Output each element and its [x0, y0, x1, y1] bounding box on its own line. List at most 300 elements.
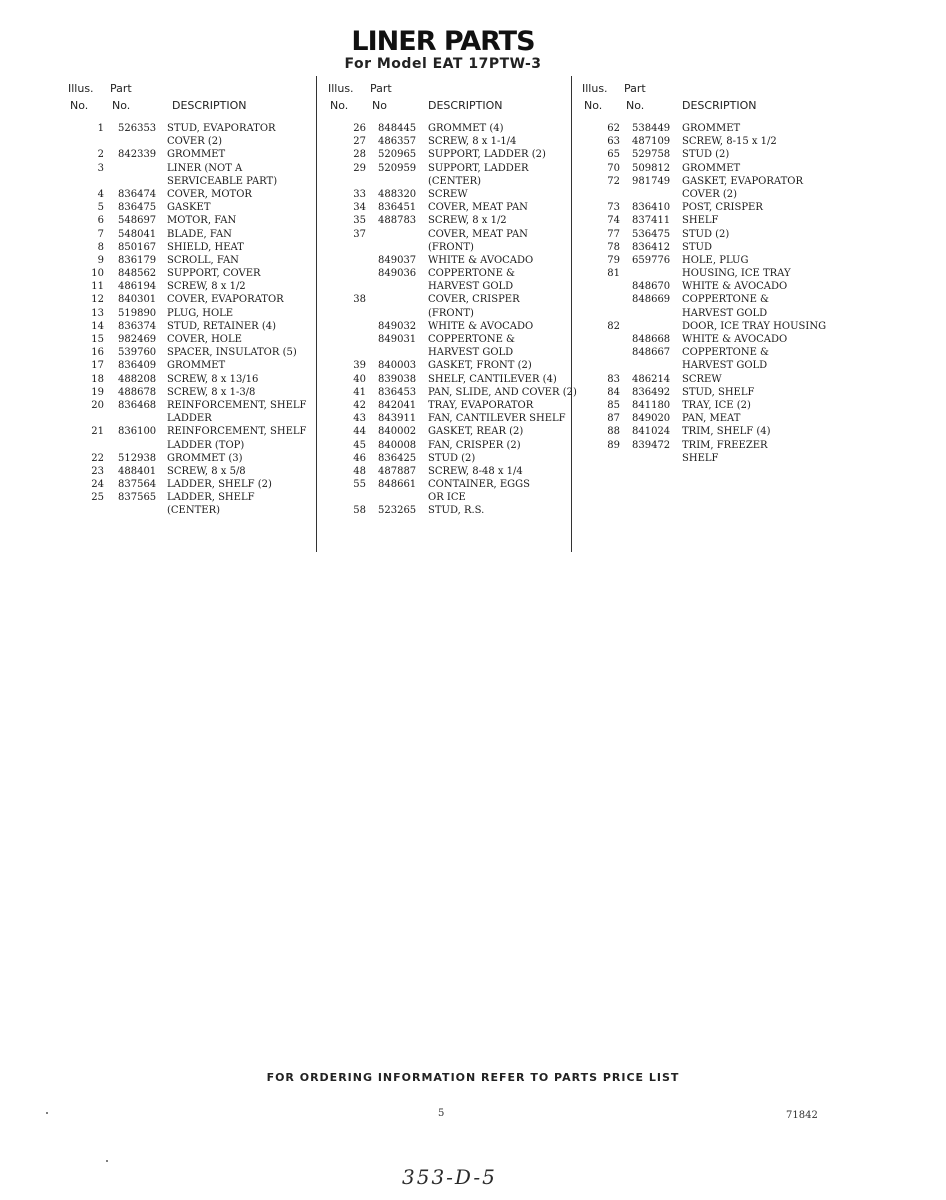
part-number: 849031 [378, 334, 417, 345]
part-number: 840008 [378, 439, 417, 451]
illus-number: 70 [607, 162, 620, 174]
illus-number: 35 [353, 215, 366, 227]
handwritten-note: 353-D-5 [402, 1165, 497, 1189]
part-description: GASKET [167, 202, 211, 214]
illus-number: 43 [353, 413, 366, 425]
part-number: 538449 [632, 123, 671, 134]
part-number: 837564 [118, 479, 157, 491]
part-description: LINER (NOT A [167, 162, 243, 174]
illus-number: 62 [607, 123, 620, 134]
part-description: COPPERTONE & [428, 334, 515, 345]
part-description: SHELF [682, 452, 719, 464]
part-description: GROMMET (3) [167, 452, 243, 464]
part-number: 836100 [118, 426, 157, 438]
part-number: 848667 [632, 347, 671, 359]
illus-number: 37 [353, 228, 366, 240]
table-row [328, 254, 573, 267]
table-row [582, 439, 827, 452]
table-row [328, 491, 573, 504]
part-description: BLADE, FAN [167, 228, 232, 240]
part-description: STUD, EVAPORATOR [167, 123, 276, 134]
part-number: 849020 [632, 413, 671, 425]
table-row [68, 135, 313, 148]
part-number: 836410 [632, 202, 671, 214]
table-row [68, 452, 313, 465]
column-divider [316, 76, 317, 552]
part-number: 488401 [118, 465, 157, 477]
table-row [582, 214, 827, 227]
part-number: 836179 [118, 254, 157, 266]
part-number: 519890 [118, 307, 157, 319]
illus-number: 3 [97, 162, 104, 174]
scan-speck [46, 1112, 48, 1114]
table-row [328, 188, 573, 201]
part-number: 839472 [632, 439, 671, 451]
part-description: SCREW, 8 x 13/16 [167, 373, 259, 385]
part-description: SCREW, 8-48 x 1/4 [428, 465, 523, 477]
column-header [68, 82, 313, 122]
part-number: 843911 [378, 413, 417, 425]
table-row [582, 280, 827, 293]
illus-number: 42 [353, 399, 366, 411]
table-row [582, 175, 827, 188]
illus-number: 18 [91, 373, 104, 385]
part-number: 840002 [378, 426, 417, 438]
table-row [328, 228, 573, 241]
table-row [328, 439, 573, 452]
table-row [68, 373, 313, 386]
part-number: 849036 [378, 268, 417, 280]
column-header [328, 82, 573, 122]
part-description: PAN, SLIDE, AND COVER (2) [428, 386, 577, 398]
part-number: 836492 [632, 386, 671, 398]
illus-number: 6 [97, 215, 104, 227]
illus-number: 85 [607, 399, 620, 411]
part-number: 837565 [118, 492, 157, 504]
table-row [582, 425, 827, 438]
part-number: 523265 [378, 505, 417, 517]
table-row [68, 386, 313, 399]
table-row [68, 162, 313, 175]
part-description: COPPERTONE & [428, 268, 515, 280]
part-description: HOUSING, ICE TRAY [682, 268, 791, 280]
part-description: FAN, CRISPER (2) [428, 439, 521, 451]
part-description: TRIM, FREEZER [682, 439, 768, 451]
part-number: 848670 [632, 281, 671, 293]
illus-number: 44 [353, 426, 366, 438]
part-description: HOLE, PLUG [682, 254, 749, 266]
table-row [68, 359, 313, 372]
table-row [582, 228, 827, 241]
table-row [68, 228, 313, 241]
part-description: GROMMET [167, 360, 226, 372]
illus-number: 73 [607, 202, 620, 214]
ordering-note: FOR ORDERING INFORMATION REFER TO PARTS PRICE LIST [266, 1071, 680, 1084]
part-number: 842041 [378, 399, 417, 411]
part-number: 848668 [632, 334, 671, 345]
part-description: DOOR, ICE TRAY HOUSING [682, 320, 827, 332]
illus-number: 63 [607, 136, 620, 148]
table-row [582, 293, 827, 306]
part-description: HARVEST GOLD [682, 307, 768, 319]
part-number: 539760 [118, 347, 157, 359]
part-number: 536475 [632, 228, 671, 240]
part-description: WHITE & AVOCADO [428, 320, 534, 332]
part-description: SUPPORT, COVER [167, 268, 261, 280]
part-description: SUPPORT, LADDER (2) [428, 149, 546, 161]
part-description: REINFORCEMENT, SHELF [167, 426, 307, 438]
illus-number: 58 [353, 505, 366, 517]
table-row [68, 399, 313, 412]
part-description: LADDER [167, 413, 212, 425]
illus-number: 39 [353, 360, 366, 372]
illus-number: 24 [91, 479, 104, 491]
part-number: 486194 [118, 281, 157, 293]
part-description: GASKET, EVAPORATOR [682, 175, 803, 187]
illus-number: 10 [91, 268, 104, 280]
part-description: GROMMET (4) [428, 123, 504, 134]
part-number: 848669 [632, 294, 671, 306]
part-header: Part [624, 82, 646, 95]
part-number: 488783 [378, 215, 417, 227]
illus-number: 12 [91, 294, 104, 306]
part-description: (CENTER) [167, 505, 221, 517]
part-number: 512938 [118, 452, 157, 464]
part-number: 839038 [378, 373, 417, 385]
part-number: 840003 [378, 360, 417, 372]
table-row [68, 478, 313, 491]
part-number: 520959 [378, 162, 417, 174]
table-row [328, 214, 573, 227]
illus-number: 9 [97, 254, 104, 266]
part-number: 487109 [632, 136, 671, 148]
illus-number: 4 [97, 188, 104, 200]
part-no-header: No. [112, 99, 131, 112]
part-description: CONTAINER, EGGS [428, 479, 530, 491]
illus-header: Illus. [328, 82, 354, 95]
part-description: GASKET, FRONT (2) [428, 360, 532, 372]
illus-number: 20 [91, 399, 104, 411]
table-row [328, 425, 573, 438]
part-number: 836409 [118, 360, 157, 372]
table-row [328, 320, 573, 333]
illus-number: 65 [607, 149, 620, 161]
part-number: 486214 [632, 373, 671, 385]
part-number: 836451 [378, 202, 417, 214]
part-description: COPPERTONE & [682, 294, 769, 306]
part-description: (CENTER) [428, 175, 482, 187]
part-description: COVER, MEAT PAN [428, 202, 528, 214]
illus-number: 83 [607, 373, 620, 385]
part-number: 841024 [632, 426, 671, 438]
table-row [328, 307, 573, 320]
illus-number: 14 [91, 320, 104, 332]
illus-number: 34 [353, 202, 366, 214]
part-description: SCREW, 8 x 1-3/8 [167, 386, 256, 398]
illus-number: 23 [91, 465, 104, 477]
table-row [68, 320, 313, 333]
table-row [68, 148, 313, 161]
part-description: OR ICE [428, 492, 466, 504]
part-number: 509812 [632, 162, 671, 174]
table-row [328, 122, 573, 135]
illus-number: 26 [353, 123, 366, 134]
table-row [328, 135, 573, 148]
parts-list [328, 122, 577, 518]
illus-number: 16 [91, 347, 104, 359]
table-row [68, 491, 313, 504]
illus-number: 13 [91, 307, 104, 319]
table-row [328, 346, 573, 359]
part-description: TRAY, ICE (2) [682, 399, 751, 411]
table-row [68, 201, 313, 214]
table-row [582, 162, 827, 175]
table-row [582, 320, 827, 333]
part-description: FAN, CANTILEVER SHELF [428, 413, 566, 425]
part-description: LADDER, SHELF [167, 492, 255, 504]
parts-column-1 [68, 82, 313, 518]
illus-number: 22 [91, 452, 104, 464]
part-no-header: No [372, 99, 387, 112]
table-row [328, 280, 573, 293]
part-number: 836374 [118, 320, 157, 332]
part-number: 841180 [632, 399, 671, 411]
table-row [68, 439, 313, 452]
part-number: 488320 [378, 188, 417, 200]
table-row [582, 452, 827, 465]
illus-number: 40 [353, 373, 366, 385]
table-row [582, 135, 827, 148]
illus-number: 27 [353, 136, 366, 148]
table-row [68, 425, 313, 438]
part-number: 836412 [632, 241, 671, 253]
part-number: 981749 [632, 175, 671, 187]
illus-number: 46 [353, 452, 366, 464]
illus-number: 19 [91, 386, 104, 398]
table-row [68, 412, 313, 425]
part-number: 849032 [378, 320, 417, 332]
part-description: COVER (2) [167, 136, 223, 148]
table-row [68, 267, 313, 280]
illus-number: 33 [353, 188, 366, 200]
table-row [328, 399, 573, 412]
table-row [328, 452, 573, 465]
part-description: SCREW [682, 373, 722, 385]
table-row [68, 214, 313, 227]
parts-column-2 [328, 82, 577, 518]
part-description: WHITE & AVOCADO [682, 334, 788, 345]
part-description: SHELF [682, 215, 719, 227]
part-description: TRIM, SHELF (4) [682, 426, 771, 438]
illus-no-header: No. [584, 99, 603, 112]
table-row [68, 293, 313, 306]
table-row [582, 122, 827, 135]
table-row [582, 412, 827, 425]
parts-list [68, 122, 313, 518]
part-description: HARVEST GOLD [428, 347, 514, 359]
part-number: 842339 [118, 149, 157, 161]
illus-number: 25 [91, 492, 104, 504]
illus-number: 88 [607, 426, 620, 438]
part-description: HARVEST GOLD [428, 281, 514, 293]
table-row [582, 267, 827, 280]
table-row [328, 267, 573, 280]
table-row [582, 201, 827, 214]
description-header: DESCRIPTION [682, 99, 757, 112]
table-row [582, 241, 827, 254]
illus-number: 74 [607, 215, 620, 227]
illus-number: 41 [353, 386, 366, 398]
part-description: SCREW [428, 188, 468, 200]
table-row [582, 346, 827, 359]
table-row [582, 148, 827, 161]
part-description: SCREW, 8 x 1/2 [428, 215, 507, 227]
table-row [328, 373, 573, 386]
illus-number: 77 [607, 228, 620, 240]
table-row [582, 399, 827, 412]
illus-number: 8 [97, 241, 104, 253]
table-row [68, 254, 313, 267]
illus-number: 29 [353, 162, 366, 174]
part-no-header: No. [626, 99, 645, 112]
part-description: LADDER, SHELF (2) [167, 479, 272, 491]
table-row [582, 307, 827, 320]
part-number: 520965 [378, 149, 417, 161]
part-number: 848661 [378, 479, 417, 491]
illus-header: Illus. [582, 82, 608, 95]
part-number: 548041 [118, 228, 157, 240]
part-description: GASKET, REAR (2) [428, 426, 524, 438]
table-row [68, 465, 313, 478]
description-header: DESCRIPTION [172, 99, 247, 112]
table-row [68, 504, 313, 517]
part-description: SERVICEABLE PART) [167, 175, 278, 187]
table-row [68, 175, 313, 188]
part-description: STUD, R.S. [428, 505, 485, 517]
part-description: COVER, CRISPER [428, 294, 520, 306]
illus-number: 72 [607, 175, 620, 187]
part-number: 836474 [118, 188, 157, 200]
parts-list [582, 122, 827, 465]
part-description: WHITE & AVOCADO [428, 254, 534, 266]
part-number: 526353 [118, 123, 157, 134]
part-description: STUD (2) [682, 149, 730, 161]
part-number: 982469 [118, 334, 157, 345]
illus-number: 5 [97, 202, 104, 214]
illus-number: 1 [97, 123, 104, 134]
part-description: SUPPORT, LADDER [428, 162, 529, 174]
illus-number: 78 [607, 241, 620, 253]
table-row [68, 346, 313, 359]
illus-number: 55 [353, 479, 366, 491]
table-row [582, 188, 827, 201]
part-number: 548697 [118, 215, 157, 227]
table-row [328, 465, 573, 478]
description-header: DESCRIPTION [428, 99, 503, 112]
table-row [328, 478, 573, 491]
table-row [328, 333, 573, 346]
table-row [68, 307, 313, 320]
part-description: SHELF, CANTILEVER (4) [428, 373, 557, 385]
part-description: PLUG, HOLE [167, 307, 234, 319]
illus-number: 21 [91, 426, 104, 438]
illus-number: 84 [607, 386, 620, 398]
table-row [68, 280, 313, 293]
part-number: 836475 [118, 202, 157, 214]
part-description: WHITE & AVOCADO [682, 281, 788, 293]
illus-number: 28 [353, 149, 366, 161]
part-description: (FRONT) [428, 241, 474, 253]
illus-number: 17 [91, 360, 104, 372]
illus-number: 11 [91, 281, 104, 293]
part-header: Part [110, 82, 132, 95]
part-description: STUD (2) [428, 452, 476, 464]
part-description: STUD (2) [682, 228, 730, 240]
table-row [328, 175, 573, 188]
parts-column-3 [582, 82, 827, 465]
part-description: HARVEST GOLD [682, 360, 768, 372]
part-description: REINFORCEMENT, SHELF [167, 399, 307, 411]
part-number: 488208 [118, 373, 157, 385]
part-description: MOTOR, FAN [167, 215, 237, 227]
part-description: COVER, HOLE [167, 334, 242, 345]
part-description: GROMMET [682, 123, 741, 134]
table-row [328, 412, 573, 425]
part-description: POST, CRISPER [682, 202, 763, 214]
part-number: 848562 [118, 268, 157, 280]
illus-no-header: No. [330, 99, 349, 112]
table-row [328, 148, 573, 161]
part-description: COVER, EVAPORATOR [167, 294, 284, 306]
part-number: 659776 [632, 254, 671, 266]
table-row [582, 373, 827, 386]
part-number: 850167 [118, 241, 157, 253]
part-number: 836453 [378, 386, 417, 398]
part-description: PAN, MEAT [682, 413, 741, 425]
part-number: 836468 [118, 399, 157, 411]
table-row [68, 333, 313, 346]
illus-number: 45 [353, 439, 366, 451]
part-number: 488678 [118, 386, 157, 398]
part-description: COVER (2) [682, 188, 738, 200]
illus-no-header: No. [70, 99, 89, 112]
table-row [582, 333, 827, 346]
part-number: 486357 [378, 136, 417, 148]
part-description: GROMMET [167, 149, 226, 161]
part-description: SPACER, INSULATOR (5) [167, 347, 297, 359]
model-subtitle: For Model EAT 17PTW-3 [344, 56, 542, 72]
part-number: 836425 [378, 452, 417, 464]
illus-number: 38 [353, 294, 366, 306]
table-row [68, 241, 313, 254]
illus-number: 7 [97, 228, 104, 240]
table-row [328, 201, 573, 214]
part-description: SCREW, 8 x 1/2 [167, 281, 246, 293]
part-header: Part [370, 82, 392, 95]
table-row [582, 254, 827, 267]
table-row [582, 359, 827, 372]
part-description: LADDER (TOP) [167, 439, 245, 451]
part-number: 529758 [632, 149, 671, 161]
scan-speck [106, 1160, 108, 1162]
part-description: GROMMET [682, 162, 741, 174]
column-header [582, 82, 827, 122]
table-row [328, 162, 573, 175]
part-description: COVER, MOTOR [167, 188, 252, 200]
table-row [68, 122, 313, 135]
document-code: 71842 [786, 1110, 818, 1121]
part-description: SCREW, 8-15 x 1/2 [682, 136, 777, 148]
